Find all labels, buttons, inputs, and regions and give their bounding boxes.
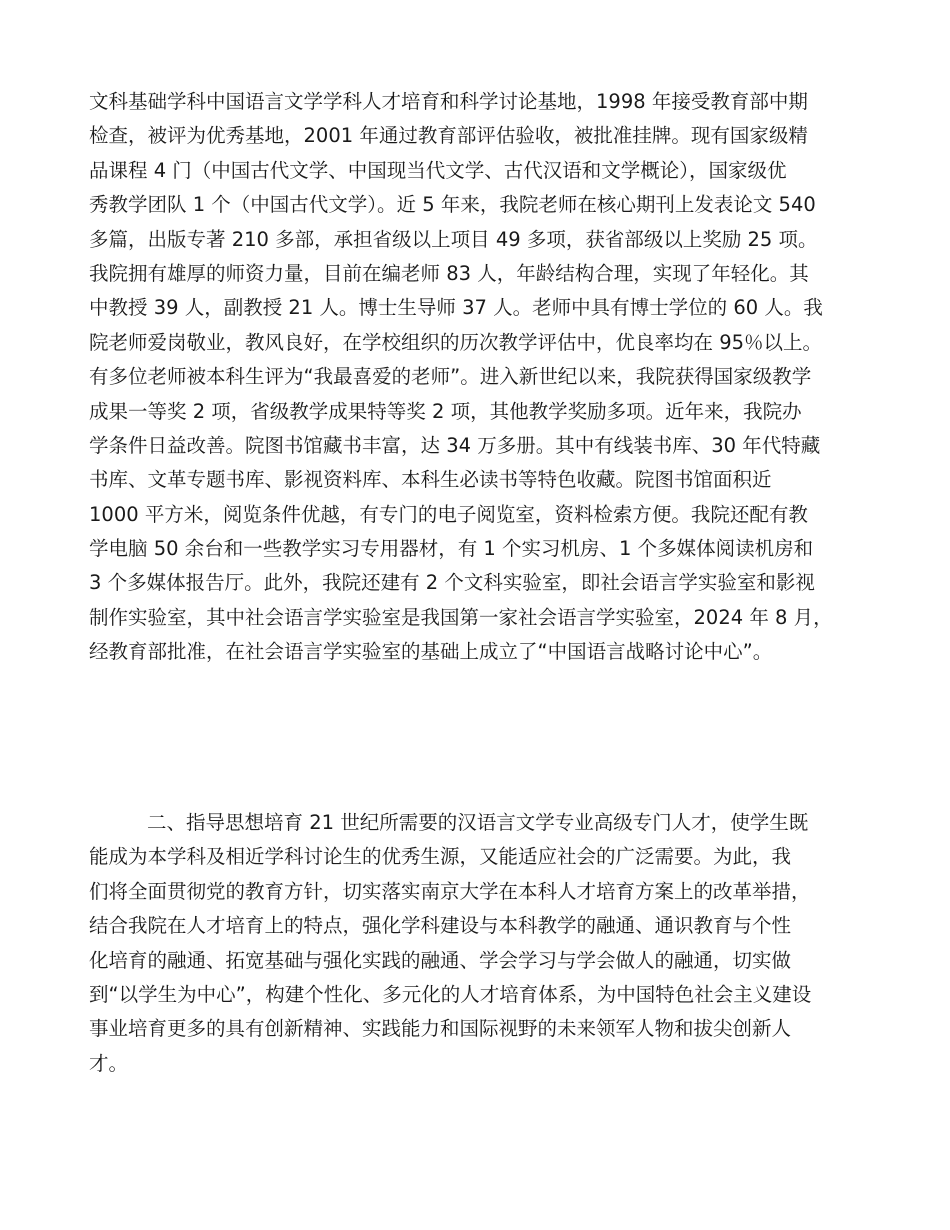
text-line: 学电脑 50 余台和一些教学实习专用器材，有 1 个实习机房、1 个多媒体阅读机房和 xyxy=(89,537,814,561)
text-line: 事业培育更多的具有创新精神、实践能力和国际视野的未来领军人物和拔尖创新人 xyxy=(89,1017,792,1041)
text-line: 秀教学团队 1 个（中国古代文学）。近 5 年来，我院老师在核心期刊上发表论文 540 xyxy=(89,193,816,217)
text-line: 学条件日益改善。院图书馆藏书丰富，达 34 万多册。其中有线装书库、30 年代特藏 xyxy=(89,433,821,457)
text-line: 检查，被评为优秀基地，2001 年通过教育部评估验收，被批准挂牌。现有国家级精 xyxy=(89,124,808,148)
text-line: 多篇，出版专著 210 多部，承担省级以上项目 49 多项，获省部级以上奖励 25 项。 xyxy=(89,227,818,251)
text-line: 才。 xyxy=(89,1051,129,1075)
text-line: 经教育部批准，在社会语言学实验室的基础上成立了“中国语言战略讨论中心”。 xyxy=(89,640,773,664)
text-line: 成果一等奖 2 项，省级教学成果特等奖 2 项，其他教学奖励多项。近年来，我院办 xyxy=(89,399,802,423)
text-line: 制作实验室，其中社会语言学实验室是我国第一家社会语言学实验室，2024 年 8 月， xyxy=(89,605,833,629)
text-line: 们将全面贯彻党的教育方针，切实落实南京大学在本科人才培育方案上的改革举措， xyxy=(89,879,811,903)
text-line: 能成为本学科及相近学科讨论生的优秀生源，又能适应社会的广泛需要。为此，我 xyxy=(89,845,792,869)
text-line: 3 个多媒体报告厅。此外，我院还建有 2 个文科实验室，即社会语言学实验室和影视 xyxy=(89,571,815,595)
text-line: 品课程 4 门（中国古代文学、中国现当代文学、古代汉语和文学概论），国家级优 xyxy=(89,158,787,182)
text-line: 有多位老师被本科生评为“我最喜爱的老师”。进入新世纪以来，我院获得国家级教学 xyxy=(89,365,812,389)
body-paragraph-2 xyxy=(89,806,869,1081)
text-line: 二、指导思想培育 21 世纪所需要的汉语言文学专业高级专门人才，使学生既 xyxy=(147,811,809,834)
body-paragraph-1 xyxy=(89,85,869,670)
text-line: 文科基础学科中国语言文学学科人才培育和科学讨论基地，1998 年接受教育部中期 xyxy=(89,90,808,113)
text-line: 1000 平方米，阅览条件优越，有专门的电子阅览室，资料检索方便。我院还配有教 xyxy=(89,502,808,526)
text-line: 结合我院在人才培育上的特点，强化学科建设与本科教学的融通、通识教育与个性 xyxy=(89,914,792,938)
text-line: 我院拥有雄厚的师资力量，目前在编老师 83 人，年龄结构合理，实现了年轻化。其 xyxy=(89,261,809,285)
text-line: 中教授 39 人，副教授 21 人。博士生导师 37 人。老师中具有博士学位的 60 人。我 xyxy=(89,296,823,320)
text-line: 书库、文革专题书库、影视资料库、本科生必读书等特色收藏。院图书馆面积近 xyxy=(89,468,772,492)
text-line: 院老师爱岗敬业，教风良好，在学校组织的历次教学评估中，优良率均在 95％以上。 xyxy=(89,330,823,354)
text-line: 化培育的融通、拓宽基础与强化实践的融通、学会学习与学会做人的融通，切实做 xyxy=(89,948,792,972)
text-line: 到“以学生为中心”，构建个性化、多元化的人才培育体系，为中国特色社会主义建设 xyxy=(89,982,812,1006)
